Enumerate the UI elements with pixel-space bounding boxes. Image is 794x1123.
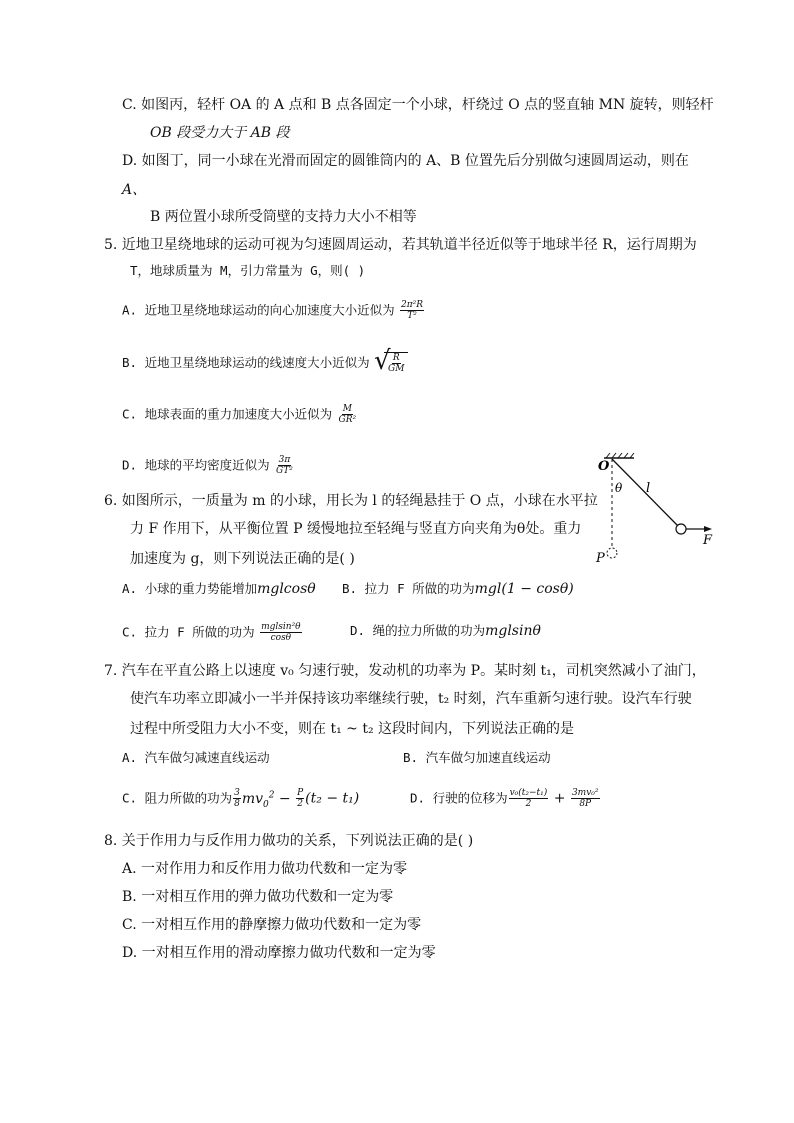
q6-option-d — [350, 622, 541, 640]
q5-c-numerator: M — [342, 404, 352, 414]
q5-option-d — [122, 455, 295, 476]
q7-d-fraction-2: $\frac{\text{3mv₀²}}{8P}$ — [571, 788, 599, 809]
q4-option-d-line2: A、 — [122, 182, 147, 198]
label-l: l — [646, 481, 651, 496]
q6-option-b-expr: mgl(1 − cosθ) — [474, 581, 574, 597]
q7-option-c-text: C. 阻力所做的功为 — [122, 790, 233, 806]
force-arrowhead — [704, 526, 712, 532]
q5-d-denominator: GT² — [276, 466, 293, 476]
q6-option-d-expr: mglsinθ — [485, 623, 541, 639]
q6-option-b-text: B. 拉力 F 所做的功为 — [342, 581, 475, 596]
q4-option-d-line3: B 两位置小球所受筒壁的支持力大小不相等 — [150, 209, 417, 225]
label-o: O — [598, 459, 610, 474]
q6-stem-line1: 6. 如图所示，一质量为 m 的小球，用长为 l 的轻绳悬挂于 O 点，小球在水平拉 — [104, 493, 598, 509]
q6-c-numerator: mglsin²θ — [261, 622, 301, 632]
q7-option-b: B. 汽车做匀加速直线运动 — [403, 750, 551, 765]
q5-option-d-fraction — [275, 455, 294, 476]
q6-option-c-text: C. 拉力 F 所做的功为 — [122, 624, 255, 640]
q5-option-a — [122, 300, 425, 321]
q8-option-b: B. 一对相互作用的弹力做功代数和一定为零 — [122, 889, 394, 905]
q6-option-c-fraction — [260, 622, 302, 643]
q6-option-b — [342, 580, 574, 598]
q5-option-b-sqrt — [374, 346, 408, 376]
q6-pendulum-figure — [588, 448, 718, 568]
q5-option-c-fraction — [338, 404, 358, 425]
q5-option-b — [122, 346, 408, 376]
q5-option-c-text: C. 地球表面的重力加速度大小近似为 — [122, 406, 333, 422]
q5-option-a-fraction — [400, 300, 424, 321]
q5-a-numerator: 2π²R — [401, 300, 424, 310]
q5-d-numerator: 3π — [278, 455, 291, 465]
q7-stem-line1: 7. 汽车在平直公路上以速度 v₀ 匀速行驶，发动机的功率为 P。某时刻 t₁，司机突然减小了油门， — [104, 663, 706, 679]
q5-b-denominator: GM — [388, 364, 405, 374]
q7-stem-line3: 过程中所受阻力大小不变，则在 t₁ ~ t₂ 这段时间内，下列说法正确的是 — [130, 721, 575, 737]
q5-option-a-text: A. 近地卫星绕地球运动的向心加速度大小近似为 — [122, 302, 395, 318]
equilibrium-ball — [607, 548, 617, 558]
q7-c-term-mv0: $mv_0^2$ − — [241, 789, 296, 810]
q8-option-a: A. 一对作用力和反作用力做功代数和一定为零 — [122, 861, 408, 877]
q5-c-denominator: GR² — [338, 415, 357, 425]
q5-option-c — [122, 404, 358, 425]
q5-stem-line2: T，地球质量为 M，引力常量为 G，则( ) — [130, 263, 366, 278]
q8-stem: 8. 关于作用力与反作用力做功的关系，下列说法正确的是( ) — [104, 833, 474, 849]
q7-option-a: A. 汽车做匀减速直线运动 — [122, 750, 270, 765]
q7-option-c — [122, 788, 359, 809]
q6-option-d-text: D. 绳的拉力所做的功为 — [350, 623, 486, 638]
q6-option-c — [122, 622, 303, 643]
q6-option-a-text: A. 小球的重力势能增加 — [122, 581, 258, 596]
q5-option-b-text: B. 近地卫星绕地球运动的线速度大小近似为 — [122, 355, 370, 370]
q8-option-c: C. 一对相互作用的静摩擦力做功代数和一定为零 — [122, 917, 422, 933]
label-f: F — [703, 533, 713, 548]
q4-option-c-line1: C. 如图丙，轻杆 OA 的 A 点和 B 点各固定一个小球，杆绕过 O 点的竖直轴 MN 旋转，则轻杆 — [122, 97, 714, 113]
q7-d-fraction-1: $\frac{\text{v₀(t₂−t₁)}}{2}$ — [509, 788, 548, 809]
q7-c-frac-3-8: $\frac{3}{8}$ — [234, 788, 240, 809]
q4-option-d-line1: D. 如图丁，同一小球在光滑而固定的圆锥筒内的 A、B 位置先后分别做匀速圆周运动，则在 — [122, 153, 689, 169]
q7-option-d: D. 行驶的位移为 $\frac{\text{v₀(t₂−t₁)}}{2}$ + $\frac{\text{3mv₀²}}{8P}$ — [410, 788, 599, 809]
q7-c-tail: (t₂ − t₁) — [305, 790, 360, 807]
q6-stem-line2: 力 F 作用下，从平衡位置 P 缓慢地拉至轻绳与竖直方向夹角为θ处。重力 — [130, 521, 582, 537]
q6-option-a-expr: mglcosθ — [257, 581, 316, 597]
q7-stem-line2: 使汽车功率立即减小一半并保持该功率继续行驶，t₂ 时刻，汽车重新匀速行驶。设汽车行驶 — [130, 691, 692, 707]
q8-option-d: D. 一对相互作用的滑动摩擦力做功代数和一定为零 — [122, 945, 436, 961]
q4-option-c-line2: OB 段受力大于 AB 段 — [150, 125, 290, 141]
q5-stem-line1: 5. 近地卫星绕地球的运动可视为匀速圆周运动，若其轨道半径近似等于地球半径 R，运行周期为 — [104, 237, 697, 253]
q6-option-a — [122, 580, 316, 598]
q5-b-numerator: R — [392, 353, 400, 363]
q6-stem-line3: 加速度为 g，则下列说法正确的是( ) — [130, 551, 355, 567]
q7-option-d-text: D. 行驶的位移为 — [410, 790, 508, 806]
ceiling-hatch — [604, 453, 634, 458]
ball — [676, 524, 686, 534]
q6-c-denominator: cosθ — [270, 633, 292, 643]
q5-option-d-text: D. 地球的平均密度近似为 — [122, 457, 270, 473]
q5-a-denominator: T² — [407, 311, 417, 321]
sqrt-symbol: √ — [374, 346, 391, 376]
q7-c-frac-p-2: $\frac{P}{2}$ — [297, 788, 304, 809]
label-theta: θ — [615, 481, 623, 495]
label-p: P — [596, 551, 605, 566]
